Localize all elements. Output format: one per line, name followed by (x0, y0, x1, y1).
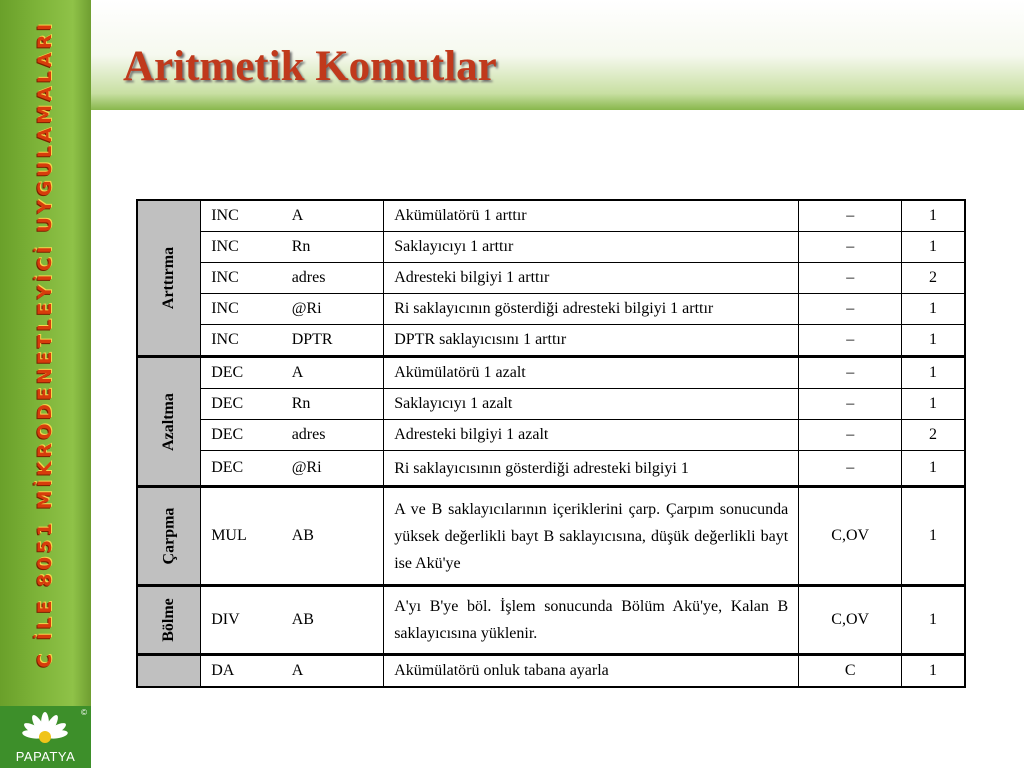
table-row (137, 357, 965, 389)
group-label-cell (137, 200, 201, 357)
table-row (137, 420, 965, 451)
flags-cell: – (799, 420, 902, 451)
table-row (137, 655, 965, 688)
logo-label: PAPATYA (15, 749, 76, 764)
table-row (137, 325, 965, 357)
cycles-cell: 1 (902, 655, 965, 688)
operand-cell: A (282, 200, 384, 232)
flags-cell: – (799, 325, 902, 357)
cycles-cell: 1 (902, 200, 965, 232)
cycles-cell: 1 (902, 487, 965, 586)
flags-cell: – (799, 263, 902, 294)
table-row (137, 200, 965, 232)
operand-cell: Rn (282, 389, 384, 420)
flags-cell: – (799, 451, 902, 487)
flags-cell: – (799, 357, 902, 389)
description-cell: Akümülatörü 1 arttır (384, 200, 799, 232)
cycles-cell: 1 (902, 389, 965, 420)
group-label: Azaltma (160, 392, 178, 451)
group-label: Çarpma (160, 507, 178, 565)
group-label-cell (137, 487, 201, 586)
cycles-cell: 1 (902, 232, 965, 263)
opcode-cell: DEC (201, 420, 282, 451)
flags-cell: C,OV (799, 487, 902, 586)
opcode-cell: INC (201, 232, 282, 263)
flags-cell: – (799, 200, 902, 232)
table-row (137, 232, 965, 263)
operand-cell: adres (282, 263, 384, 294)
flags-cell: C,OV (799, 586, 902, 655)
opcode-cell: DEC (201, 451, 282, 487)
description-cell: Adresteki bilgiyi 1 arttır (384, 263, 799, 294)
group-label: Bölme (160, 598, 178, 642)
opcode-cell: INC (201, 294, 282, 325)
group-label: Arttırma (160, 246, 178, 310)
flags-cell: – (799, 294, 902, 325)
description-cell: Adresteki bilgiyi 1 azalt (384, 420, 799, 451)
opcode-cell: DA (201, 655, 282, 688)
table-row (137, 263, 965, 294)
opcode-cell: INC (201, 325, 282, 357)
operand-cell: AB (282, 586, 384, 655)
table-row (137, 586, 965, 655)
opcode-cell: INC (201, 263, 282, 294)
opcode-cell: MUL (201, 487, 282, 586)
operand-cell: Rn (282, 232, 384, 263)
description-cell: Ri saklayıcısının gösterdiği adresteki bilgiyi 1 (384, 451, 799, 487)
description-cell: Saklayıcıyı 1 azalt (384, 389, 799, 420)
operand-cell: AB (282, 487, 384, 586)
description-cell: Akümülatörü 1 azalt (384, 357, 799, 389)
group-label-cell (137, 586, 201, 655)
flags-cell: – (799, 389, 902, 420)
opcode-cell: DEC (201, 389, 282, 420)
operand-cell: A (282, 357, 384, 389)
opcode-cell: INC (201, 200, 282, 232)
table-row (137, 451, 965, 487)
cycles-cell: 2 (902, 420, 965, 451)
cycles-cell: 1 (902, 325, 965, 357)
daisy-icon (0, 706, 91, 750)
copyright-mark: © (81, 708, 87, 717)
opcode-cell: DEC (201, 357, 282, 389)
description-cell: DPTR saklayıcısını 1 arttır (384, 325, 799, 357)
cycles-cell: 1 (902, 586, 965, 655)
operand-cell: DPTR (282, 325, 384, 357)
papatya-logo (0, 706, 91, 768)
group-label-cell (137, 655, 201, 688)
instruction-table (136, 199, 966, 688)
sidebar-band (0, 0, 91, 768)
cycles-cell: 1 (902, 357, 965, 389)
operand-cell: adres (282, 420, 384, 451)
operand-cell: @Ri (282, 294, 384, 325)
page-title: Aritmetik Komutlar (123, 43, 497, 90)
cycles-cell: 1 (902, 451, 965, 487)
description-cell: Saklayıcıyı 1 arttır (384, 232, 799, 263)
opcode-cell: DIV (201, 586, 282, 655)
sidebar-course-title: C İLE 8051 MİKRODENETLEYİCİ UYGULAMALARI (34, 20, 56, 668)
operand-cell: A (282, 655, 384, 688)
cycles-cell: 1 (902, 294, 965, 325)
table-row (137, 487, 965, 586)
description-cell: A'yı B'ye böl. İşlem sonucunda Bölüm Akü'ye, Kalan B saklayıcısına yüklenir. (384, 586, 799, 655)
table-row (137, 294, 965, 325)
flags-cell: C (799, 655, 902, 688)
description-cell: Akümülatörü onluk tabana ayarla (384, 655, 799, 688)
description-cell: Ri saklayıcının gösterdiği adresteki bilgiyi 1 arttır (384, 294, 799, 325)
description-cell: A ve B saklayıcılarının içeriklerini çarp. Çarpım sonucunda yüksek değerlikli bayt B saklayıcısına, düşük değerlikli bayt ise Akü'ye (384, 487, 799, 586)
flags-cell: – (799, 232, 902, 263)
cycles-cell: 2 (902, 263, 965, 294)
operand-cell: @Ri (282, 451, 384, 487)
table-row (137, 389, 965, 420)
group-label-cell (137, 357, 201, 487)
